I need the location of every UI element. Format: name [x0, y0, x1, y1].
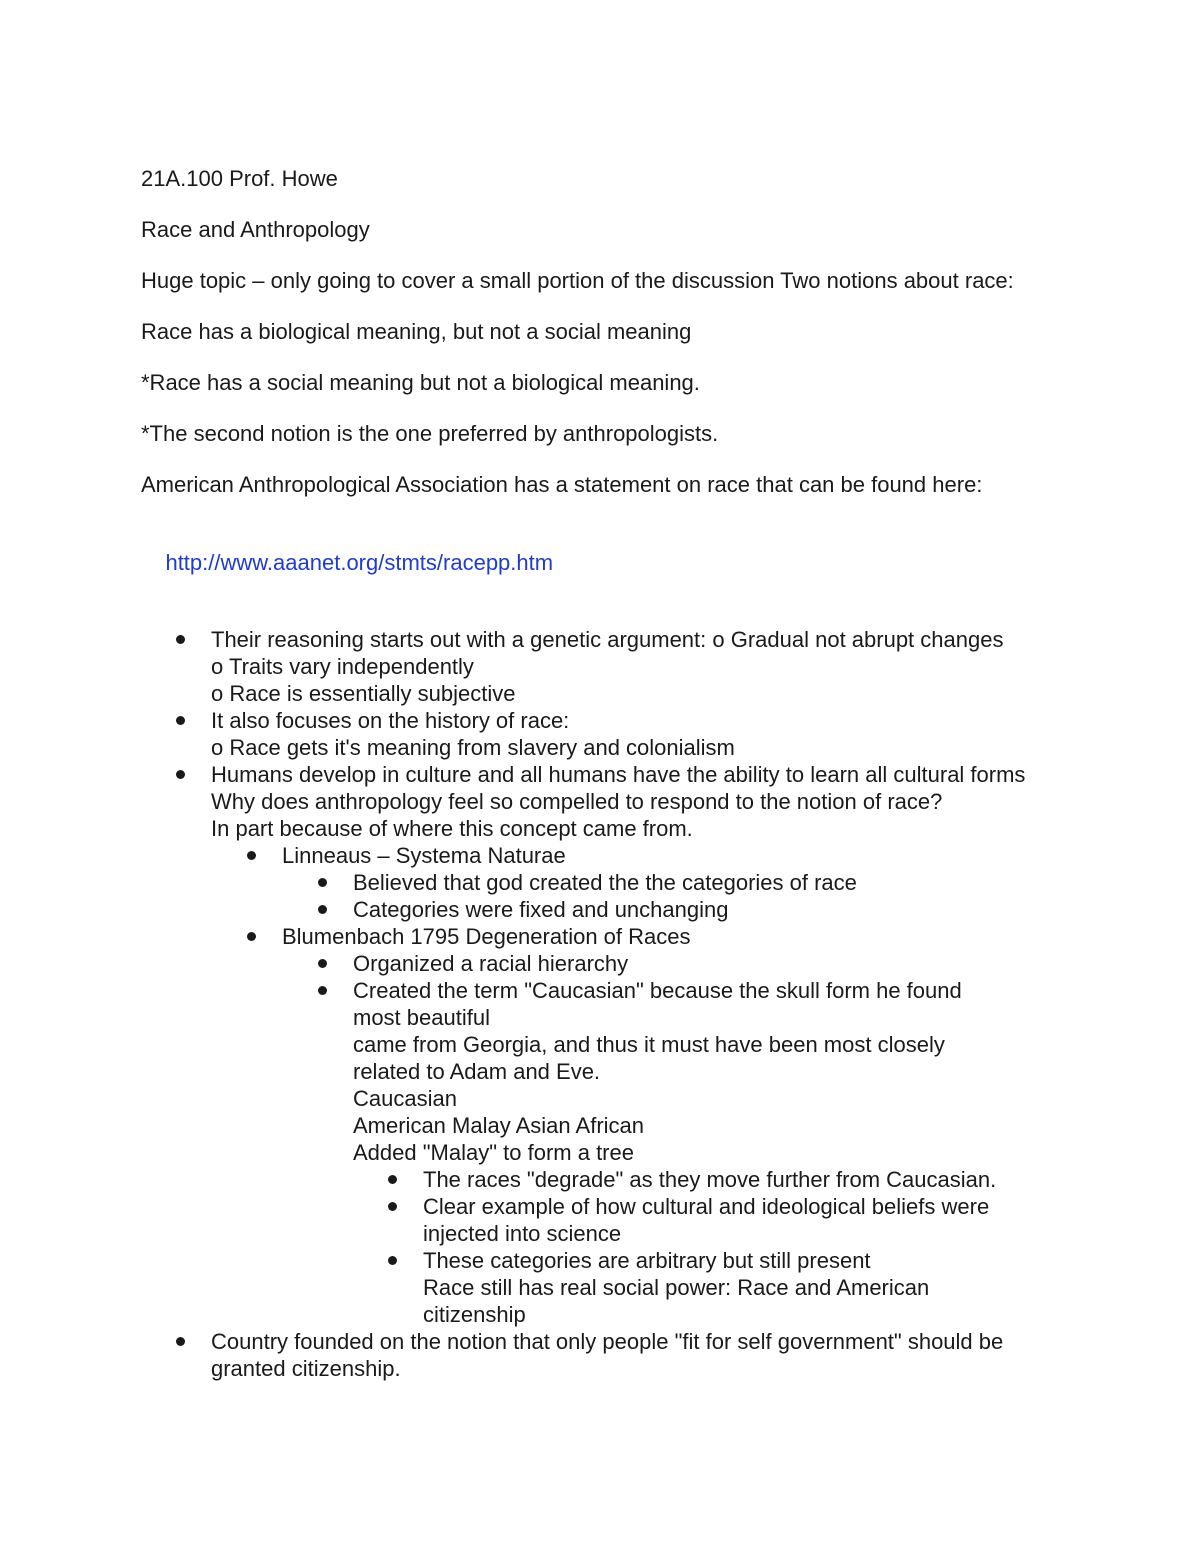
bullet-icon	[388, 1256, 397, 1265]
document-page	[141, 165, 1071, 1382]
list-item: Country founded on the notion that only people "fit for self government" should be granted citizenship.	[211, 1328, 1071, 1382]
intro-paragraph: Huge topic – only going to cover a small portion of the discussion Two notions about race:	[141, 268, 1014, 293]
notion-two: *Race has a social meaning but not a biological meaning.	[141, 370, 700, 395]
bullet-icon	[318, 986, 327, 995]
bullet-icon	[318, 878, 327, 887]
list-item: Clear example of how cultural and ideological beliefs were injected into science	[423, 1193, 1071, 1247]
list-item: Believed that god created the the categories of race	[353, 869, 1071, 896]
history-sublist	[282, 842, 1071, 1328]
bullet-icon	[247, 932, 256, 941]
bullet-icon	[318, 905, 327, 914]
list-item: Humans develop in culture and all humans have the ability to learn all cultural forms Why does anthropology feel so compelled to respond to the notion of race? In part because of where this concept came from. Linneaus – Systema Naturae Believed that god created the the categories of race Categories were fixed and unchanging Blumenbach 1795 Degeneration of Races Organized a racial hierarchy Created the term "Caucasian" because the skull form he found most beautiful came from Georgia, and thus it must have been most closely related to Adam and Eve. Caucasian American Malay Asian African Added "Malay" to form a tree The races "degrade" as they move further from Caucasian. Clear example of how cultural and ideological beliefs were injected into science These categories are arbitrary but still present Race still has real social power: Race and American citizenship	[211, 761, 1071, 1328]
aaa-link[interactable]: http://www.aaanet.org/stmts/racepp.htm	[165, 550, 554, 575]
list-item: These categories are arbitrary but still present Race still has real social power: Race and American citizenship	[423, 1247, 1071, 1328]
preferred-notion: *The second notion is the one preferred by anthropologists.	[141, 421, 719, 446]
list-item: Categories were fixed and unchanging	[353, 896, 1071, 923]
bullet-icon	[176, 716, 185, 725]
bullet-icon	[176, 770, 185, 779]
list-item: Linneaus – Systema Naturae Believed that god created the the categories of race Categories were fixed and unchanging	[282, 842, 1071, 923]
main-bullet-list	[211, 626, 1071, 1382]
blumenbach-sublist	[353, 950, 1071, 1328]
caucasian-sublist	[423, 1166, 1071, 1328]
linneaus-sublist	[353, 869, 1071, 923]
bullet-icon	[247, 851, 256, 860]
bullet-icon	[176, 635, 185, 644]
notion-one: Race has a biological meaning, but not a social meaning	[141, 319, 692, 344]
list-item: Created the term "Caucasian" because the skull form he found most beautiful came from Georgia, and thus it must have been most closely related to Adam and Eve. Caucasian American Malay Asian African Added "Malay" to form a tree The races "degrade" as they move further from Caucasian. Clear example of how cultural and ideological beliefs were injected into science These categories are arbitrary but still present Race still has real social power: Race and American citizenship	[353, 977, 1071, 1328]
list-item: Their reasoning starts out with a genetic argument: o Gradual not abrupt changes o Traits vary independently o Race is essentially subjective	[211, 626, 1071, 707]
list-item: Blumenbach 1795 Degeneration of Races Organized a racial hierarchy Created the term "Caucasian" because the skull form he found most beautiful came from Georgia, and thus it must have been most closely related to Adam and Eve. Caucasian American Malay Asian African Added "Malay" to form a tree The races "degrade" as they move further from Caucasian. Clear example of how cultural and ideological beliefs were injected into science These categories are arbitrary but still present Race still has real social power: Race and American citizenship	[282, 923, 1071, 1328]
list-item: It also focuses on the history of race: o Race gets it's meaning from slavery and colonialism	[211, 707, 1071, 761]
list-item: Organized a racial hierarchy	[353, 950, 1071, 977]
bullet-icon	[388, 1202, 397, 1211]
aaa-statement: American Anthropological Association has a statement on race that can be found here:	[141, 472, 983, 497]
page-title: Race and Anthropology	[141, 217, 370, 242]
bullet-icon	[388, 1175, 397, 1184]
bullet-icon	[176, 1337, 185, 1346]
list-item: The races "degrade" as they move further from Caucasian.	[423, 1166, 1071, 1193]
course-header: 21A.100 Prof. Howe	[141, 166, 338, 191]
bullet-icon	[318, 959, 327, 968]
